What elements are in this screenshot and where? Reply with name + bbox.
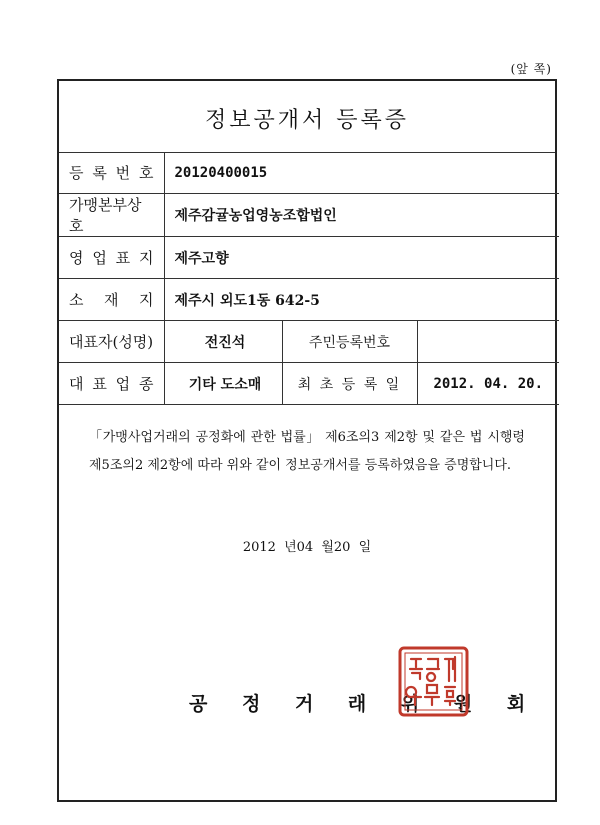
first-reg-label: 최 초 등 록 일 bbox=[282, 363, 417, 405]
issue-year-unit: 년 bbox=[284, 540, 297, 555]
issue-date bbox=[59, 536, 555, 555]
issue-month-unit: 월 bbox=[321, 540, 334, 555]
table-row bbox=[59, 363, 559, 405]
issuer-name: 공 정 거 래 위 원 회 bbox=[189, 693, 540, 715]
title-band bbox=[59, 81, 555, 153]
table-row bbox=[59, 194, 559, 237]
registration-info-table bbox=[59, 152, 559, 405]
reg-no-value: 20120400015 bbox=[164, 152, 559, 194]
resident-no-label: 주민등록번호 bbox=[282, 321, 417, 363]
table-row bbox=[59, 152, 559, 194]
franchise-label: 가맹본부상호 bbox=[59, 194, 164, 237]
table-row bbox=[59, 237, 559, 279]
issue-month: 04 bbox=[296, 540, 314, 555]
business-type-label: 대 표 업 종 bbox=[59, 363, 164, 405]
reg-no-label: 등 록 번 호 bbox=[59, 152, 164, 194]
resident-no-value bbox=[417, 321, 559, 363]
issue-day: 20 bbox=[333, 540, 351, 555]
business-type-value: 기타 도소매 bbox=[164, 363, 282, 405]
representative-value: 전진석 bbox=[164, 321, 282, 363]
certificate-title: 정보공개서 등록증 bbox=[204, 108, 409, 133]
business-mark-label: 영 업 표 지 bbox=[59, 237, 164, 279]
issue-year: 2012 bbox=[242, 540, 276, 555]
representative-label: 대표자(성명) bbox=[59, 321, 164, 363]
page-side-label: (앞 쪽) bbox=[510, 62, 552, 76]
location-value: 제주시 외도1동 642-5 bbox=[164, 279, 559, 321]
location-label: 소 재 지 bbox=[59, 279, 164, 321]
official-seal-icon bbox=[397, 645, 470, 718]
certification-statement: 「가맹사업거래의 공정화에 관한 법률」 제6조의3 제2항 및 같은 법 시행령 제5조의2 제2항에 따라 위와 같이 정보공개서를 등록하였음을 증명합니다. bbox=[89, 430, 525, 473]
certificate-frame bbox=[57, 79, 557, 802]
franchise-value: 제주감귤농업영농조합법인 bbox=[164, 194, 559, 237]
table-row bbox=[59, 321, 559, 363]
table-row bbox=[59, 279, 559, 321]
first-reg-value: 2012. 04. 20. bbox=[417, 363, 559, 405]
issue-day-unit: 일 bbox=[358, 540, 372, 555]
business-mark-value: 제주고향 bbox=[164, 237, 559, 279]
